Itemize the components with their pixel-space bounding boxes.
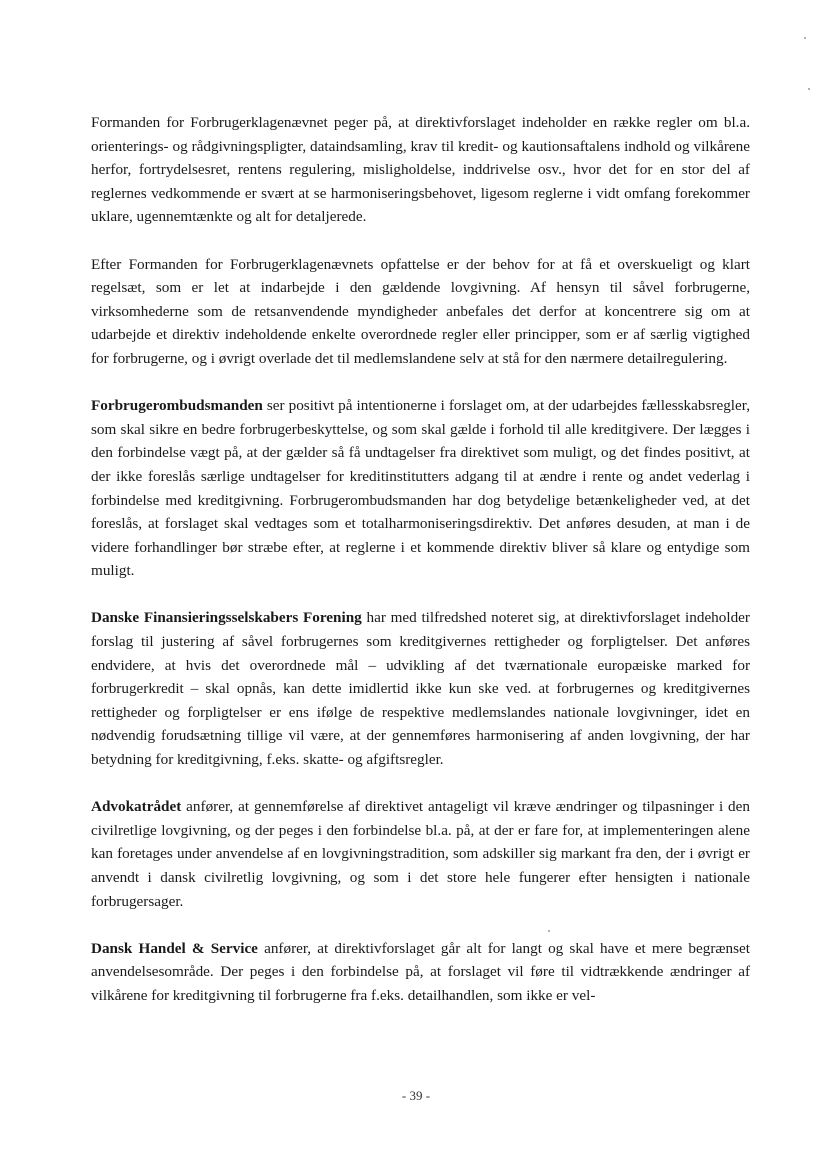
paragraph-text: ser positivt på intentionerne i forslaget om, at der udarbejdes fællesskabsregler, som skal sikre en bedre forbrugerbeskyttelse, og som skal gælde i forhold til alle kreditgivere. Der lægges i den forbindelse vægt på, at der gælder så få undtagelser fra direktivet som muligt, og det findes positivt, at der ikke foreslås særlige undtagelser for kreditinstitutters adgang til at ændre i rente og andet vederlag i forbindelse med kreditgivning. Forbrugerombudsmanden har dog betydelige betænkeligheder ved, at det foreslås, at forslaget skal vedtages som et totalharmoniseringsdirektiv. Det anføres desuden, at man i de videre forhandlinger bør stræbe efter, at reglerne i et kommende direktiv bliver så klare og entydige som muligt. — [91, 397, 750, 580]
scan-speck — [808, 88, 810, 90]
paragraph-formanden-1 — [91, 111, 750, 229]
organization-name: Forbrugerombudsmanden — [91, 397, 263, 415]
scan-speck — [804, 37, 806, 39]
page-number: - 39 - — [401, 1088, 431, 1103]
paragraph-text: Efter Formanden for Forbrugerklagenævnets opfattelse er der behov for at få et overskueligt og klart regelsæt, som er let at indarbejde i den gældende lovgivning. Af hensyn til såvel forbrugerne, virksomhederne som de retsanvendende myndigheder anbefales det derfor at koncentrere sig om at udarbejde et direktiv indeholdende enkelte overordnede regler eller principper, som er af særlig vigtighed for forbrugerne, og i øvrigt overlade det til medlemslandene selv at stå for den nærmere detailregulering. — [91, 255, 750, 367]
organization-name: Advokatrådet — [91, 798, 182, 816]
paragraph-formanden-2 — [91, 253, 750, 371]
paragraph-advokatraadet — [91, 795, 750, 913]
paragraph-danske-finansieringsselskabers-forening — [91, 606, 750, 771]
paragraph-forbrugerombudsmanden — [91, 394, 750, 583]
paragraph-text: anfører, at direktivforslaget går alt for langt og skal have et mere begrænset anvendelsesområde. Der peges i den forbindelse på, at forslaget vil føre til vidtrækkende ændringer af vilkårene for kreditgivning til forbrugerne fra f.eks. detailhandlen, som ikke er vel- — [91, 939, 750, 1004]
organization-name: Danske Finansieringsselskabers Forening — [91, 609, 362, 627]
paragraph-dansk-handel-service — [91, 937, 750, 1008]
paragraph-text: anfører, at gennemførelse af direktivet antageligt vil kræve ændringer og tilpasninger i den civilretlige lovgivning, og der peges i den forbindelse bl.a. på, at der er fare for, at implementeringen alene kan foretages under anvendelse af en lovgivningstradition, som adskiller sig markant fra den, der i øvrigt er anvendt i dansk civilretlig lovgivning, og som i det store hele fungerer efter hensigten i nationale forbrugersager. — [91, 798, 750, 910]
paragraph-text: Formanden for Forbrugerklagenævnet peger på, at direktivforslaget indeholder en række regler om bl.a. orienterings- og rådgivningspligter, dataindsamling, krav til kredit- og kautionsaftalens indhold og vilkårene herfor, fortrydelsesret, rentens regulering, misligholdelse, inddrivelse osv., hvor det for en stor del af reglernes vedkommende er svært at se harmoniseringsbehovet, ligesom reglerne i vidt omfang forekommer uklare, ugennemtænkte og alt for detaljerede. — [91, 114, 750, 226]
paragraph-text: har med tilfredshed noteret sig, at direktivforslaget indeholder forslag til justering af såvel forbrugernes som kreditgivernes rettigheder og forpligtelser. Det anføres endvidere, at hvis det overordnede mål – udvikling af det tværnationale europæiske marked for forbrugerkredit – skal opnås, kan dette imidlertid ikke kun ske ved. at forbrugernes og kreditgivernes rettigheder og forpligtelser er ens ifølge de respektive medlemslandes nationale lovgivninger, idet en nødvendig forudsætning tillige vil være, at der gennemføres harmonisering af anden lovgivning, der har betydning for kreditgivning, f.eks. skatte- og afgiftsregler. — [91, 609, 750, 769]
document-body — [91, 111, 750, 1031]
organization-name: Dansk Handel & Service — [91, 939, 258, 957]
